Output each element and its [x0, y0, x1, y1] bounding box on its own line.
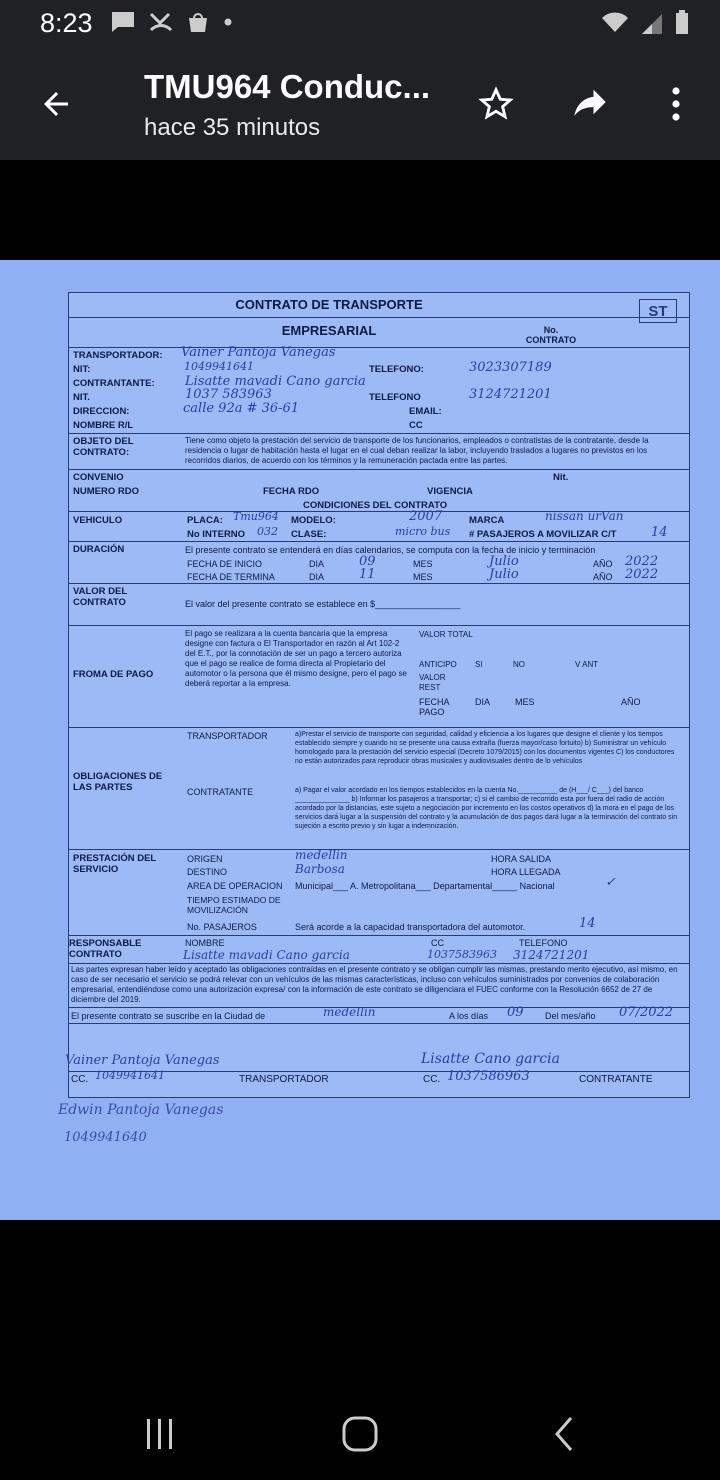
divider: [69, 1023, 689, 1024]
label-vehiculo: VEHICULO: [73, 515, 123, 526]
label-no: NO: [513, 660, 525, 669]
share-button[interactable]: [566, 78, 614, 126]
label-duracion: DURACIÓN: [73, 544, 125, 555]
label-fecha-termina: FECHA DE TERMINA: [187, 572, 275, 582]
label-cc-resp: CC: [431, 938, 444, 948]
hw-pasajeros: 14: [651, 525, 668, 540]
wifi-icon: [600, 10, 630, 36]
label-mes-inicio: MES: [413, 559, 433, 569]
label-valor: VALOR DEL CONTRATO: [73, 586, 128, 608]
objeto-text: Tiene como objeto la prestación del servicio de transporte de los funcionarios, empleados o contratistas de la contratante, desde la residencia o lugar de habitación hasta el lugar en el cual deban realizar la labor, incluyendo traslados a lugares no previstos en los recorridos diarios, de acuerdo con los términos y la remuneración pactada entre las partes.: [185, 436, 649, 465]
label-prestacion: PRESTACIÓN DEL SERVICIO: [73, 853, 157, 875]
no-contrato-label: No. CONTRATO: [525, 325, 577, 345]
hw-no-pasajeros: 14: [579, 916, 596, 931]
hw-direccion: calle 92a # 36-61: [183, 401, 300, 416]
hw-nit: 1049941641: [184, 360, 254, 373]
missed-call-icon: [148, 10, 174, 34]
label-placa: PLACA:: [187, 515, 223, 526]
label-ano-termina: AÑO: [593, 572, 613, 582]
divider: [69, 433, 689, 434]
label-nit: NIT:: [73, 364, 91, 375]
forma-pago-text: El pago se realizara a la cuenta bancaria que la empresa designe con factura o El Transportador en razón al Art 102-2 del E.T., por la connotación de ser un pago a tercero autoriza que el pago se realice de forma directa al Propietario del automotor o la persona que él mismo designe, pero el pago se deberá reportar a la empresa.: [185, 629, 407, 688]
hw-mes-termina: Julio: [489, 567, 519, 582]
hw-cc-contratante: 1037586963: [447, 1069, 530, 1084]
divider: [69, 1007, 689, 1008]
hw-dias: 09: [507, 1005, 524, 1020]
legal-text: Las partes expresan haber leído y aceptado las obligaciones contraídas en el presente contrato y se obligan cumplir las mismas, prestando merito ejecutivo, así mismo, en caso de ser necesario el servicio se podrá relevar con un vehículos de las mismas características, incluso con vehículos suministrados por convenios de colaboración empresarial, entendiéndose como una autorización expresa/ con la información de este contrato se diligenciara el FUEC conforme con la Resolución 6652 de 27 de diciembre del 2019.: [71, 965, 678, 1004]
more-options-button[interactable]: [652, 80, 700, 128]
label-destino: DESTINO: [187, 867, 228, 877]
share-arrow-icon: [569, 81, 611, 123]
label-convenio: CONVENIO: [73, 472, 124, 483]
hw-telefono2: 3124721201: [469, 387, 552, 402]
label-dia-termina: DIA: [309, 572, 325, 582]
label-fecha-pago: FECHA PAGO: [419, 697, 450, 717]
label-cc: CC: [409, 420, 423, 431]
label-fecha-rdo: FECHA RDO: [263, 486, 320, 497]
label-dia-pago: DIA: [475, 697, 491, 707]
label-nombre: NOMBRE: [185, 938, 225, 948]
label-no-interno: No INTERNO: [187, 529, 246, 540]
hw-firma-transportador: Vainer Pantoja Vanegas: [65, 1053, 220, 1068]
label-origen: ORIGEN: [187, 854, 223, 864]
label-modelo: MODELO:: [291, 515, 336, 526]
back-button[interactable]: [32, 80, 80, 128]
hw-mes-ano: 07/2022: [619, 1005, 674, 1020]
oblig-contratante-text: a) Pagar el valor acordado en los tiempos establecidos en la cuenta No.__________ de (H___/ C___) del banco ______________ b) Informar los pasajeros a transportar; c) si el cambio de recorrido esta por fuera del radio de acción acordado por la distancias, este sujeto a negociación por incremento en los costos operativos d) la mora en el pago de los servicios dará lugar a la suspensión del contrato y la acumulación de dos pagos dará lugar a la terminación del contrato sin sujeción a escrito previo y sin lugar a indemnización.: [295, 787, 678, 830]
label-fecha-inicio: FECHA DE INICIO: [187, 559, 263, 569]
shopping-bag-icon: [186, 10, 210, 34]
label-tiempo: TIEMPO ESTIMADO DE MOVILIZACIÓN: [187, 895, 281, 915]
label-anticipo: ANTICIPO: [419, 660, 457, 669]
hw-marca: nissan urVan: [545, 509, 624, 523]
area-options: Municipal___ A. Metropolitana___ Departamental_____ Nacional: [295, 881, 555, 891]
label-contratante: CONTRANTANTE:: [73, 378, 155, 389]
hw-clase: micro bus: [395, 525, 451, 538]
label-no-pasajeros: No. PASAJEROS: [187, 922, 257, 932]
ciudad-text: El presente contrato se suscribe en la Ciudad de: [71, 1011, 266, 1021]
hw-ciudad: medellin: [323, 1005, 376, 1019]
hw-dia-inicio: 09: [359, 554, 376, 569]
label-ano-inicio: AÑO: [593, 559, 613, 569]
label-objeto: OBJETO DEL CONTRATO:: [73, 436, 134, 458]
hw-extra-name: Edwin Pantoja Vanegas: [58, 1102, 224, 1118]
hw-origen: medellin: [295, 848, 348, 862]
divider: [69, 583, 689, 584]
label-nit2: NIT.: [73, 392, 90, 403]
label-telefono3: TELEFONO: [519, 938, 568, 948]
divider: [69, 625, 689, 626]
label-hora-llegada: HORA LLEGADA: [491, 867, 561, 877]
star-button[interactable]: [472, 80, 520, 128]
divider: [69, 935, 689, 936]
label-valor-rest: VALOR REST: [419, 673, 446, 692]
back-nav-button[interactable]: [540, 1410, 588, 1458]
hw-nacional-check: ✓: [605, 875, 616, 890]
label-direccion: DIRECCION:: [73, 406, 130, 417]
label-cc-transportador: CC.: [71, 1074, 89, 1085]
label-nombre-rl: NOMBRE R/L: [73, 420, 134, 431]
label-cc-contratante: CC.: [423, 1074, 441, 1085]
oblig-transportador-text: a)Prestar el servicio de transporte con seguridad, calidad y eficiencia a los lugares que designe el cliente y los tiempos establecido siempre y cuando no se presente una causa extraña (fuerza mayor/caso fortuito) b) Suministrar un vehículo homologado para la prestación del servicio especial (Decreto 1079/2015) con los documentos vigentes C) los conductores no están autorizados para reproducir obras musicales y audiovisuales dentro de lo vehículos: [295, 731, 675, 765]
label-telefono: TELEFONO:: [369, 364, 424, 375]
label-oblig-transportador: TRANSPORTADOR: [187, 731, 268, 741]
document-photo[interactable]: [0, 260, 720, 1220]
hw-firma-contratante: Lisatte Cano garcia: [421, 1051, 560, 1067]
hw-modelo: 2007: [409, 509, 443, 524]
label-telefono2: TELEFONO: [369, 392, 421, 403]
label-oblig-contratante: CONTRATANTE: [187, 787, 254, 797]
label-valor-total: VALOR TOTAL: [419, 630, 473, 639]
divider: [69, 727, 689, 728]
hw-ano-inicio: 2022: [625, 554, 659, 569]
more-vert-icon: [670, 86, 682, 122]
timestamp: hace 35 minutos: [144, 114, 321, 141]
divider: [69, 347, 689, 348]
hw-nit2: 1037 583963: [185, 387, 272, 402]
navigation-bar: [0, 1390, 720, 1480]
label-mes-pago: MES: [515, 697, 535, 707]
hw-contratante: Lisatte mavadi Cano garcia: [185, 374, 366, 389]
label-pasajeros: # PASAJEROS A MOVILIZAR C/T: [469, 529, 617, 540]
home-icon: [341, 1415, 379, 1453]
valor-text: El valor del presente contrato se establece en $_________________: [185, 599, 461, 609]
contract-title: CONTRATO DE TRANSPORTE: [235, 297, 423, 312]
hw-destino: Barbosa: [295, 862, 345, 876]
label-clase: CLASE:: [291, 529, 327, 540]
chevron-left-icon: [549, 1415, 579, 1453]
label-vigencia: VIGENCIA: [427, 486, 473, 497]
label-area: AREA DE OPERACION: [187, 881, 283, 891]
divider: [69, 963, 689, 964]
message-icon: [110, 10, 136, 34]
label-mes-termina: MES: [413, 572, 433, 582]
star-icon: [477, 85, 515, 123]
hw-ano-termina: 2022: [625, 567, 659, 582]
label-forma-pago: FROMA DE PAGO: [73, 669, 154, 680]
label-condiciones: CONDICIONES DEL CONTRATO: [303, 500, 448, 511]
arrow-back-icon: [38, 86, 74, 122]
hw-cc-transportador: 1049941641: [95, 1069, 165, 1082]
hw-mes-inicio: Julio: [489, 554, 519, 569]
label-obligaciones: OBLIGACIONES DE LAS PARTES: [73, 771, 163, 793]
app-bar: [0, 48, 720, 160]
status-bar: [0, 0, 720, 48]
notification-icons: [110, 10, 234, 34]
hw-resp-nombre: Lisatte mavadi Cano garcia: [183, 948, 350, 962]
recent-apps-icon: [143, 1417, 177, 1451]
label-si: SI: [475, 660, 483, 669]
recent-apps-button[interactable]: [136, 1410, 184, 1458]
label-transportador: TRANSPORTADOR:: [73, 350, 163, 361]
signal-icon: [640, 10, 664, 36]
label-numero-rdo: NUMERO RDO: [73, 486, 139, 497]
label-sig-transportador: TRANSPORTADOR: [239, 1074, 329, 1085]
duracion-text: El presente contrato se entenderá en días calendarios, se computa con la fecha de inicio y terminación: [185, 545, 596, 555]
hw-extra-id: 1049941640: [64, 1130, 147, 1145]
label-hora-salida: HORA SALIDA: [491, 854, 552, 864]
label-dia-inicio: DIA: [309, 559, 325, 569]
hw-resp-tel: 3124721201: [513, 948, 590, 962]
home-button[interactable]: [336, 1410, 384, 1458]
hw-placa: Tmu964: [233, 510, 279, 523]
divider: [69, 849, 689, 850]
label-sig-contratante: CONTRATANTE: [579, 1074, 653, 1085]
conversation-title: TMU964 Conduc...: [144, 68, 431, 105]
hw-resp-cc: 1037583963: [427, 948, 497, 961]
hw-telefono: 3023307189: [469, 360, 552, 375]
divider: [69, 317, 689, 318]
system-icons: [600, 10, 690, 36]
contract-subtitle: EMPRESARIAL: [281, 323, 377, 338]
status-time: 8:23: [40, 8, 93, 38]
label-marca: MARCA: [469, 515, 505, 526]
battery-icon: [674, 10, 690, 36]
contract-form: [65, 292, 690, 1098]
divider: [69, 469, 689, 470]
divider: [69, 541, 689, 542]
dot-icon: [222, 10, 234, 34]
hw-dia-termina: 11: [359, 567, 376, 582]
label-vant: V ANT: [575, 660, 599, 669]
label-del-mes: Del mes/año: [545, 1011, 596, 1021]
label-nit3: Nit.: [553, 472, 569, 483]
label-a-los-dias: A los días: [449, 1011, 489, 1021]
label-responsable: RESPONSABLE CONTRATO: [69, 938, 142, 960]
company-logo: ST: [639, 299, 677, 323]
hw-transportador: Vainer Pantoja Vanegas: [181, 345, 336, 360]
capacidad-text: Será acorde a la capacidad transportadora del automotor.: [295, 922, 526, 932]
label-email: EMAIL:: [409, 406, 442, 417]
hw-no-interno: 032: [257, 525, 278, 538]
label-ano-pago: AÑO: [621, 697, 641, 707]
